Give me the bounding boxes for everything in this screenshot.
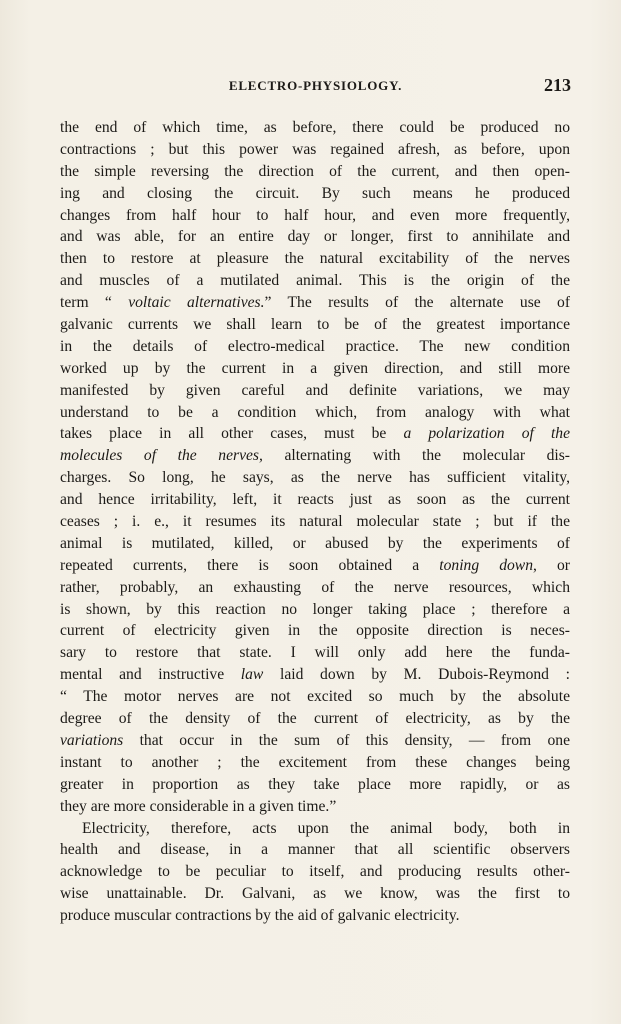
text-segment: Electricity, therefore, acts upon the animal body, both in [82,819,570,837]
text-line [60,117,570,139]
text-line [60,358,570,380]
text-segment: sary to restore that state. I will only add here the funda- [60,644,570,662]
text-segment: , or [533,556,570,574]
text-segment: wise unattainable. Dr. Galvani, as we know, was the first to [60,885,570,903]
text-segment: they are more considerable in a given time.” [60,797,337,815]
text-segment: greater in proportion as they take place more rapidly, or as [60,775,570,793]
text-line [60,664,570,686]
text-segment: that occur in the sum of this density, — from one [123,731,570,749]
text-segment: mental and instructive [60,666,241,684]
text-line [60,489,570,511]
text-line [60,818,570,840]
text-segment: produce muscular contractions by the aid of galvanic electricity. [60,907,460,925]
text-line [60,730,570,752]
text-segment: the end of which time, as before, there could be produced no [60,119,570,136]
text-segment: and hence irritability, left, it reacts just as soon as the current [60,491,570,509]
text-segment: “ The motor nerves are not excited so much by the absolute [60,688,570,706]
text-line [60,467,570,489]
text-segment: ing and closing the circuit. By such means he produced [60,184,570,202]
text-segment: in the details of electro-medical practice. The new condition [60,337,570,355]
text-line [60,774,570,796]
italic-text: toning down [439,556,534,574]
text-line [60,533,570,555]
text-line [60,686,570,708]
italic-text: law [240,666,264,684]
text-segment: alternating with the molecular dis- [262,447,570,465]
text-segment: the simple reversing the direction of the current, and then open- [60,162,570,180]
italic-text: a polarization of the [403,425,570,443]
text-line [60,577,570,599]
text-segment: changes from half hour to half hour, and even more frequently, [60,206,570,224]
text-line [60,205,570,227]
text-segment: understand to be a condition which, from analogy with what [60,403,570,421]
text-segment: contractions ; but this power was regained afresh, as before, upon [60,140,570,158]
text-segment: ceases ; i. e., it resumes its natural molecular state ; but if the [60,513,570,531]
text-segment: acknowledge to be peculiar to itself, and producing results other- [60,863,570,881]
text-segment: repeated currents, there is soon obtained a [60,556,440,574]
running-head [60,75,571,100]
running-title: ELECTRO-PHYSIOLOGY. [228,78,403,93]
text-segment: manifested by given careful and definite variations, we may [60,381,570,399]
text-segment: and was able, for an entire day or longer, first to annihilate and [60,228,570,246]
text-line [60,270,570,292]
text-segment: is shown, by this reaction no longer taking place ; therefore a [60,600,570,618]
text-line [60,292,570,314]
text-line [60,839,570,861]
text-line [60,314,570,336]
text-line [60,620,570,642]
text-line [60,183,570,205]
text-line [60,139,570,161]
text-line [60,752,570,774]
text-line [60,511,570,533]
text-segment: term “ [60,294,129,312]
text-line [60,336,570,358]
italic-text: variations [60,731,124,749]
text-line [60,905,570,927]
text-segment: then to restore at pleasure the natural excitability of the nerves [60,250,570,268]
text-segment: ” The results of the alternate use of [264,294,570,312]
text-line [60,423,570,445]
text-line [60,226,570,248]
text-line [60,161,570,183]
text-segment: and muscles of a mutilated animal. This is the origin of the [60,272,570,290]
text-segment: galvanic currents we shall learn to be of the greatest importance [60,316,570,334]
text-segment: takes place in all other cases, must be [60,425,404,443]
italic-text: molecules of the nerves, [60,447,263,465]
italic-text: voltaic alternatives. [128,294,265,312]
text-segment: rather, probably, an exhausting of the nerve resources, which [60,578,570,596]
text-segment: charges. So long, he says, as the nerve has sufficient vitality, [60,469,570,487]
body-text [60,117,570,927]
text-segment: degree of the density of the current of electricity, as by the [60,710,570,728]
text-line [60,708,570,730]
text-line [60,402,570,424]
text-line [60,796,570,818]
text-line [60,883,570,905]
text-line [60,642,570,664]
text-segment: health and disease, in a manner that all scientific observers [60,841,570,859]
text-line [60,445,570,467]
text-segment: instant to another ; the excitement from these changes being [60,753,570,771]
text-line [60,380,570,402]
text-segment: animal is mutilated, killed, or abused by the experiments of [60,534,570,552]
text-segment: current of electricity given in the opposite direction is neces- [60,622,570,640]
text-segment: worked up by the current in a given direction, and still more [60,359,570,377]
text-line [60,599,570,621]
text-segment: laid down by M. Dubois-Reymond : [263,666,570,684]
text-line [60,555,570,577]
text-line [60,861,570,883]
text-line [60,248,570,270]
page-number: 213 [544,75,571,95]
